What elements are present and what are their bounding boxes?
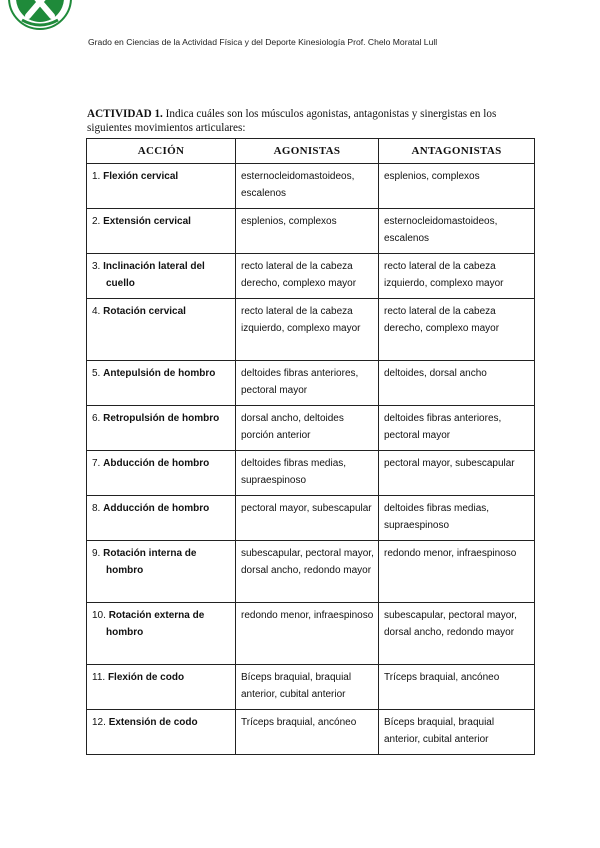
action-label: Flexión cervical — [103, 171, 179, 182]
action-label: Abducción de hombro — [103, 458, 210, 469]
table-row — [87, 209, 535, 254]
table-row — [87, 451, 535, 496]
action-number: 9. — [92, 548, 101, 559]
table-header-row — [87, 139, 535, 164]
table-row — [87, 603, 535, 665]
antagonists-cell: esternocleidomastoideos, escalenos — [379, 209, 535, 254]
action-number: 7. — [92, 458, 101, 469]
table-row — [87, 665, 535, 710]
agonists-cell: esternocleidomastoideos, escalenos — [236, 164, 379, 209]
action-cell — [87, 209, 236, 254]
activity-instructions — [87, 107, 527, 135]
antagonists-cell: Tríceps braquial, ancóneo — [379, 665, 535, 710]
action-text — [92, 608, 231, 641]
action-text — [92, 304, 231, 321]
action-number: 4. — [92, 306, 101, 317]
agonists-cell: redondo menor, infraespinoso — [236, 603, 379, 665]
muscles-table — [86, 138, 535, 755]
action-number: 3. — [92, 261, 101, 272]
action-text — [92, 546, 231, 579]
table-row — [87, 710, 535, 755]
table-row — [87, 164, 535, 209]
action-number: 5. — [92, 368, 101, 379]
action-label: Inclinación lateral del cuello — [103, 261, 205, 289]
agonists-cell: Tríceps braquial, ancóneo — [236, 710, 379, 755]
action-text — [92, 169, 231, 186]
action-text — [92, 715, 231, 732]
action-label: Rotación externa de hombro — [106, 610, 205, 638]
action-cell — [87, 406, 236, 451]
activity-text: Indica cuáles son los músculos agonistas, antagonistas y sinergistas en los siguientes movimientos articulares: — [87, 108, 497, 134]
header-accion: ACCIÓN — [87, 139, 236, 164]
university-logo — [8, 0, 72, 30]
antagonists-cell: subescapular, pectoral mayor, dorsal ancho, redondo mayor — [379, 603, 535, 665]
action-number: 6. — [92, 413, 101, 424]
action-number: 8. — [92, 503, 101, 514]
action-cell — [87, 665, 236, 710]
action-label: Rotación interna de hombro — [103, 548, 197, 576]
table-row — [87, 406, 535, 451]
action-label: Flexión de codo — [107, 672, 185, 683]
action-label: Retropulsión de hombro — [103, 413, 220, 424]
antagonists-cell: pectoral mayor, subescapular — [379, 451, 535, 496]
action-label: Rotación cervical — [103, 306, 186, 317]
action-text — [92, 670, 231, 687]
action-cell — [87, 541, 236, 603]
action-label: Extensión cervical — [103, 216, 191, 227]
action-text — [92, 366, 231, 383]
action-label: Adducción de hombro — [103, 503, 210, 514]
table-row — [87, 496, 535, 541]
agonists-cell: subescapular, pectoral mayor, dorsal ancho, redondo mayor — [236, 541, 379, 603]
table-row — [87, 299, 535, 361]
action-number: 2. — [92, 216, 101, 227]
action-label: Antepulsión de hombro — [103, 368, 216, 379]
action-text — [92, 214, 231, 231]
action-cell — [87, 164, 236, 209]
table-row — [87, 361, 535, 406]
antagonists-cell: redondo menor, infraespinoso — [379, 541, 535, 603]
table-row — [87, 541, 535, 603]
action-number: 12. — [92, 717, 106, 728]
agonists-cell: deltoides fibras anteriores, pectoral mayor — [236, 361, 379, 406]
antagonists-cell: esplenios, complexos — [379, 164, 535, 209]
antagonists-cell: deltoides fibras medias, supraespinoso — [379, 496, 535, 541]
action-cell — [87, 361, 236, 406]
antagonists-cell: recto lateral de la cabeza derecho, complexo mayor — [379, 299, 535, 361]
header-agonistas: AGONISTAS — [236, 139, 379, 164]
action-cell — [87, 451, 236, 496]
action-text — [92, 411, 231, 428]
action-text — [92, 456, 231, 473]
antagonists-cell: deltoides fibras anteriores, pectoral mayor — [379, 406, 535, 451]
action-cell — [87, 254, 236, 299]
action-text — [92, 259, 231, 292]
agonists-cell: Bíceps braquial, braquial anterior, cubital anterior — [236, 665, 379, 710]
action-label: Extensión de codo — [108, 717, 198, 728]
antagonists-cell: deltoides, dorsal ancho — [379, 361, 535, 406]
page-header: Grado en Ciencias de la Actividad Física y del Deporte Kinesiología Prof. Chelo Moratal Lull — [88, 37, 438, 47]
antagonists-cell: Bíceps braquial, braquial anterior, cubital anterior — [379, 710, 535, 755]
header-antagonistas: ANTAGONISTAS — [379, 139, 535, 164]
action-text — [92, 501, 231, 518]
action-cell — [87, 299, 236, 361]
action-cell — [87, 496, 236, 541]
agonists-cell: dorsal ancho, deltoides porción anterior — [236, 406, 379, 451]
action-number: 1. — [92, 171, 101, 182]
agonists-cell: esplenios, complexos — [236, 209, 379, 254]
agonists-cell: recto lateral de la cabeza derecho, complexo mayor — [236, 254, 379, 299]
table-row — [87, 254, 535, 299]
action-cell — [87, 603, 236, 665]
agonists-cell: deltoides fibras medias, supraespinoso — [236, 451, 379, 496]
activity-title: ACTIVIDAD 1. — [87, 108, 163, 120]
antagonists-cell: recto lateral de la cabeza izquierdo, complexo mayor — [379, 254, 535, 299]
action-number: 10. — [92, 610, 106, 621]
action-number: 11. — [92, 672, 106, 683]
agonists-cell: pectoral mayor, subescapular — [236, 496, 379, 541]
agonists-cell: recto lateral de la cabeza izquierdo, complexo mayor — [236, 299, 379, 361]
action-cell — [87, 710, 236, 755]
